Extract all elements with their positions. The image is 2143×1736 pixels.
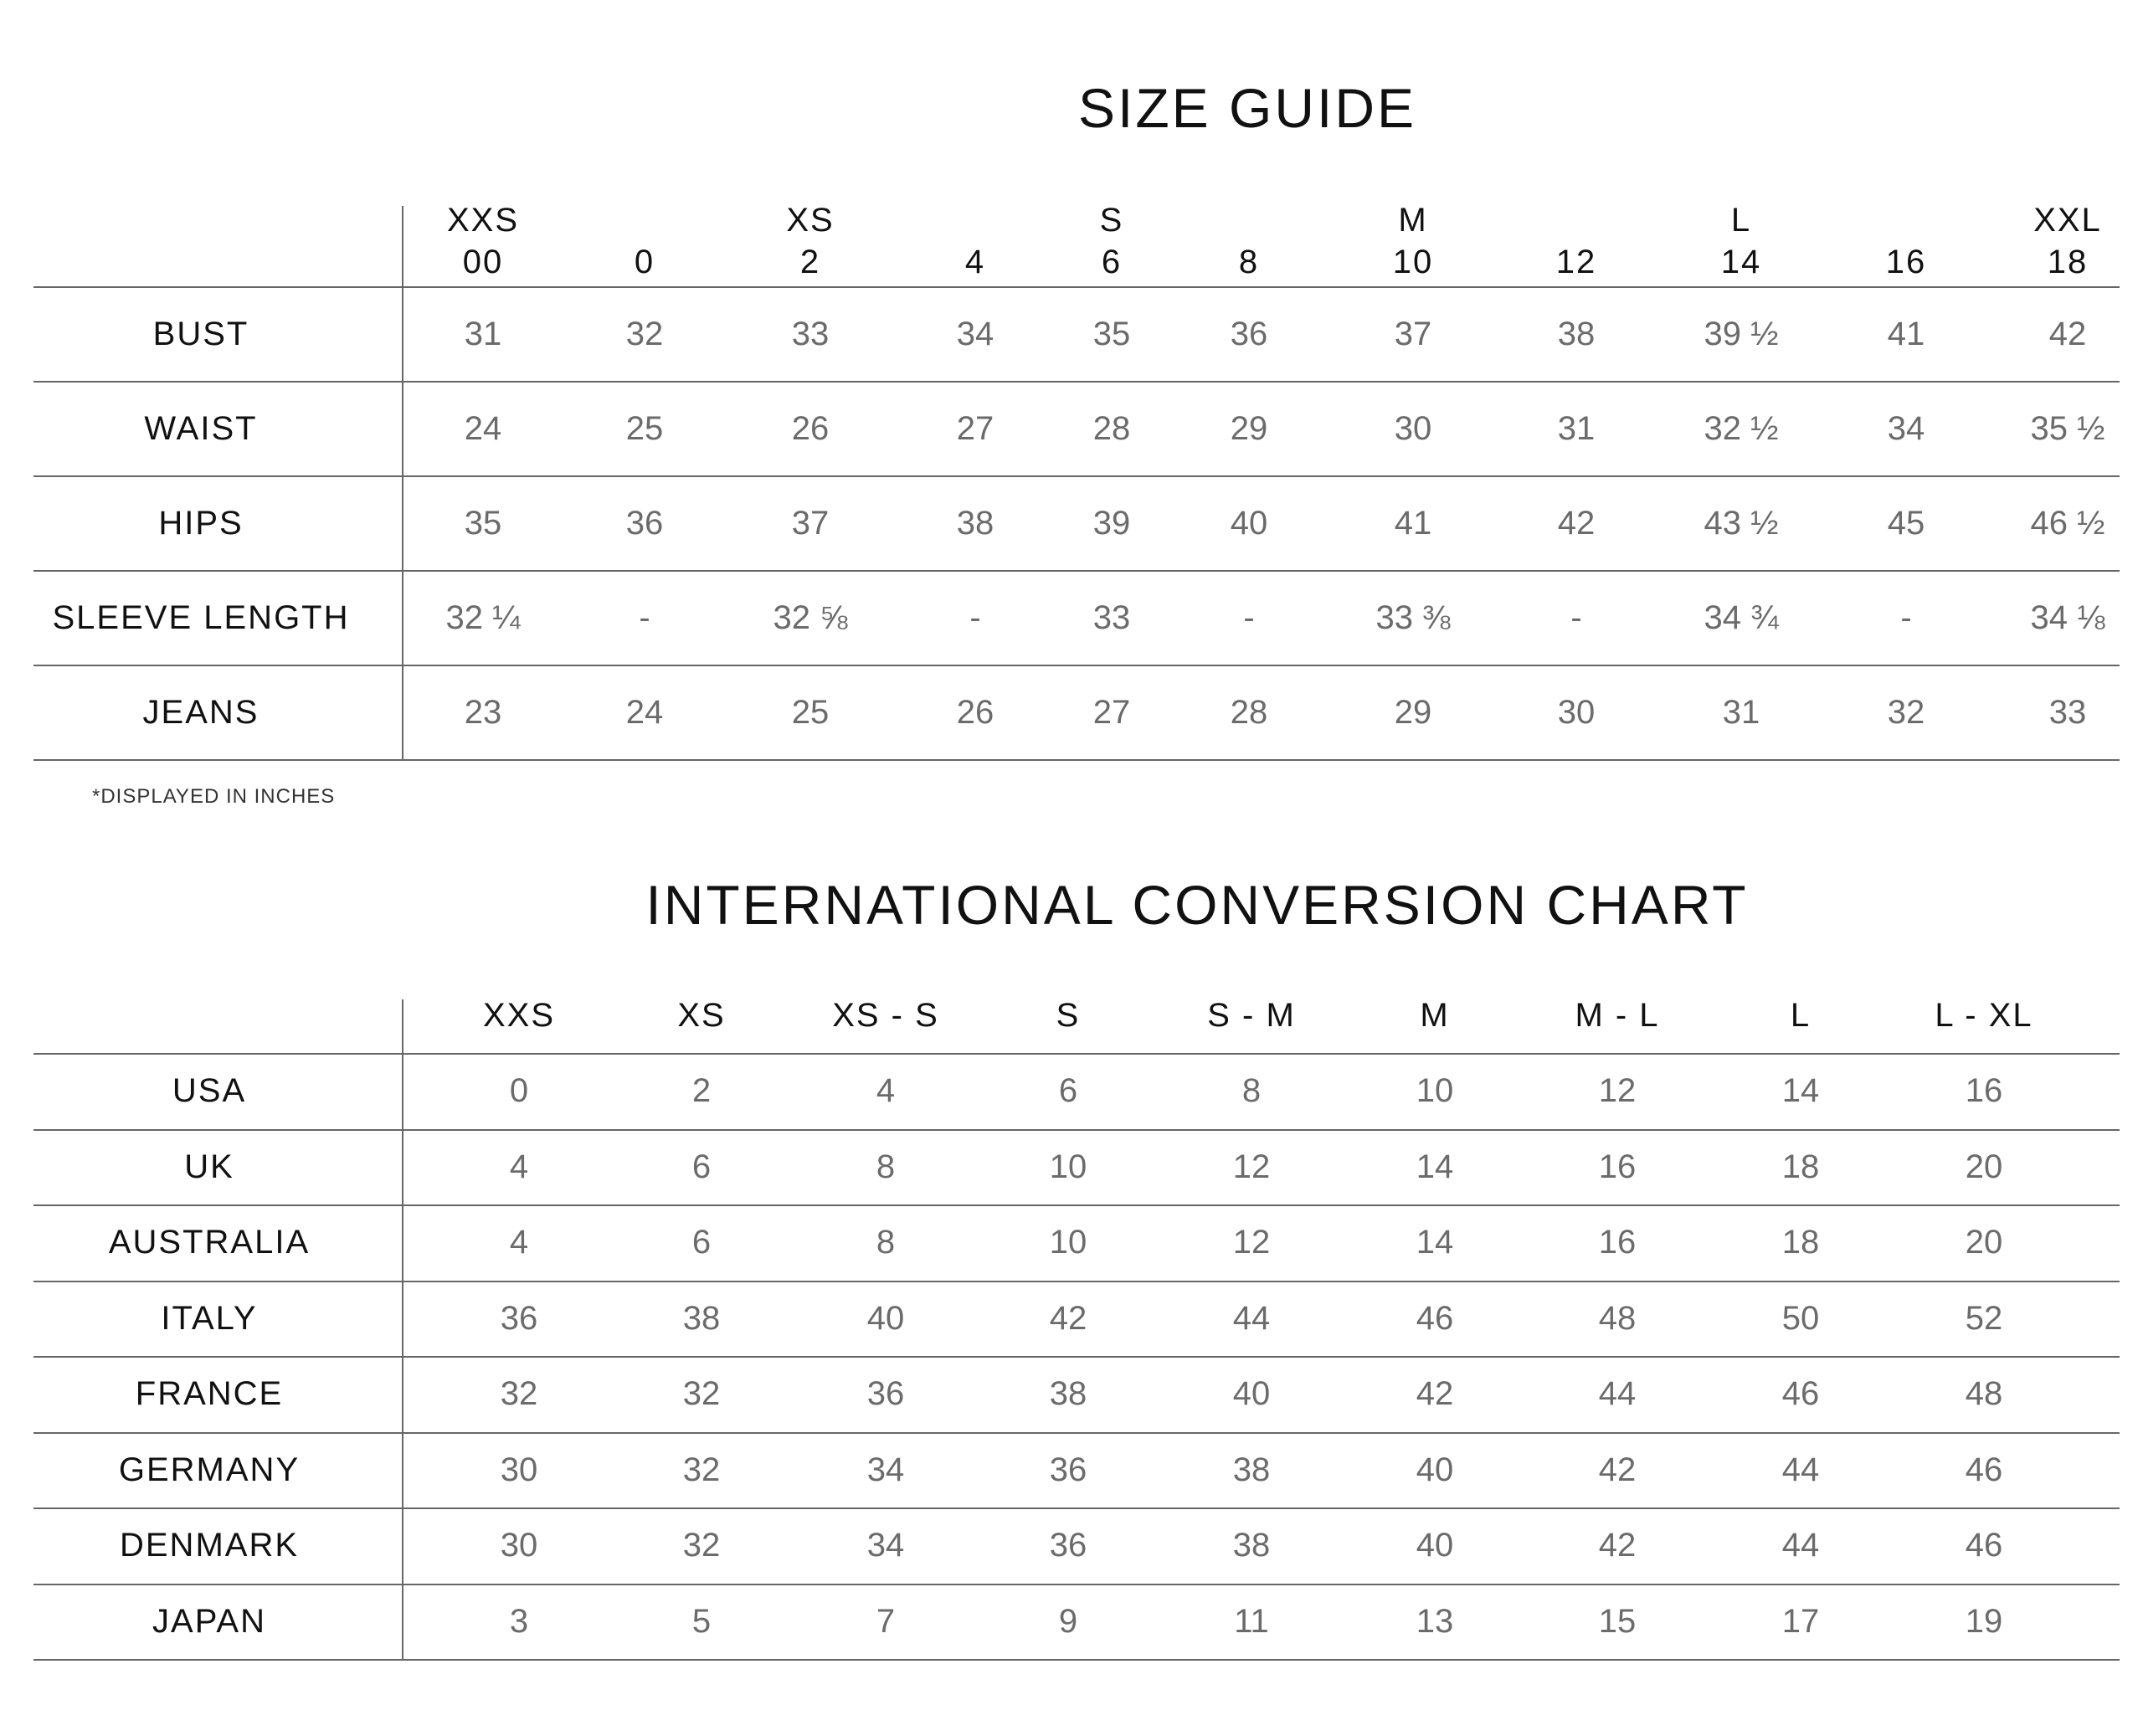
table-cell: 46 ½ xyxy=(2030,504,2105,542)
table-cell: 43 ½ xyxy=(1704,504,1779,542)
table-cell: 45 xyxy=(1887,504,1925,542)
table-cell: 44 xyxy=(1232,1299,1271,1337)
table-cell: 8 xyxy=(876,1224,896,1261)
table-cell: 12 xyxy=(1598,1072,1637,1110)
table-cell: 39 xyxy=(1092,504,1131,542)
size-header: XS - S xyxy=(832,997,939,1034)
size-header: L - XL xyxy=(1935,997,2033,1034)
table-cell: 31 xyxy=(464,315,502,352)
table-cell: 23 xyxy=(464,693,502,731)
table-cell: 40 xyxy=(1232,1375,1271,1413)
table-cell: 24 xyxy=(464,409,502,447)
size-letter-header: M xyxy=(1398,202,1428,239)
table-cell: - xyxy=(1570,598,1582,636)
row-divider xyxy=(33,1584,2120,1585)
table-cell: 32 xyxy=(682,1375,721,1413)
size-number-header: 8 xyxy=(1238,244,1260,280)
table-cell: 48 xyxy=(1965,1375,2003,1413)
row-label: SLEEVE LENGTH xyxy=(52,598,350,636)
table-cell: 9 xyxy=(1058,1602,1078,1640)
table-cell: 19 xyxy=(1965,1602,2003,1640)
country-label: USA xyxy=(172,1072,247,1110)
size-header: M xyxy=(1420,997,1450,1034)
table-cell: 11 xyxy=(1234,1602,1269,1640)
table-cell: 31 xyxy=(1557,409,1596,447)
size-letter-header: S xyxy=(1099,202,1124,239)
column-divider xyxy=(402,999,403,1659)
row-label: WAIST xyxy=(144,409,258,447)
size-guide-title: SIZE GUIDE xyxy=(1077,77,1417,139)
table-cell: 38 xyxy=(956,504,994,542)
row-divider xyxy=(33,1204,2120,1206)
table-cell: 32 xyxy=(1887,693,1925,731)
table-cell: 35 ½ xyxy=(2030,409,2105,447)
table-cell: 32 ¼ xyxy=(445,598,521,636)
table-cell: 40 xyxy=(1230,504,1268,542)
row-divider xyxy=(33,570,2120,572)
table-cell: 27 xyxy=(1092,693,1131,731)
table-cell: 46 xyxy=(1965,1527,2003,1564)
country-label: DENMARK xyxy=(119,1527,300,1564)
table-cell: 18 xyxy=(1781,1224,1820,1261)
table-cell: 42 xyxy=(1598,1451,1637,1488)
table-cell: 25 xyxy=(625,409,664,447)
country-label: JAPAN xyxy=(152,1602,266,1640)
table-cell: 39 ½ xyxy=(1704,315,1779,352)
table-cell: - xyxy=(1243,598,1255,636)
size-header: M - L xyxy=(1575,997,1660,1034)
size-number-header: 6 xyxy=(1101,244,1123,280)
size-header: XXS xyxy=(482,997,556,1034)
row-label: BUST xyxy=(152,315,249,352)
table-cell: 17 xyxy=(1781,1602,1820,1640)
size-number-header: 2 xyxy=(799,244,821,280)
table-cell: 52 xyxy=(1965,1299,2003,1337)
size-number-header: 10 xyxy=(1392,244,1434,280)
row-divider xyxy=(33,475,2120,477)
table-cell: 6 xyxy=(1058,1072,1078,1110)
table-cell: 16 xyxy=(1598,1224,1637,1261)
table-cell: 26 xyxy=(956,693,994,731)
table-cell: 44 xyxy=(1598,1375,1637,1413)
size-number-header: 0 xyxy=(634,244,655,280)
table-cell: 13 xyxy=(1416,1602,1454,1640)
table-cell: 30 xyxy=(1394,409,1432,447)
table-cell: 16 xyxy=(1598,1148,1637,1185)
size-header: XS xyxy=(677,997,726,1034)
table-cell: 36 xyxy=(866,1375,905,1413)
row-label: JEANS xyxy=(142,693,260,731)
table-cell: 10 xyxy=(1049,1148,1087,1185)
table-cell: 36 xyxy=(1049,1451,1087,1488)
table-cell: 14 xyxy=(1416,1148,1454,1185)
conversion-chart-title: INTERNATIONAL CONVERSION CHART xyxy=(645,874,1749,936)
country-label: GERMANY xyxy=(118,1451,301,1488)
table-cell: 12 xyxy=(1232,1224,1271,1261)
size-header: L xyxy=(1790,997,1812,1034)
country-label: ITALY xyxy=(161,1299,258,1337)
country-label: FRANCE xyxy=(135,1375,284,1413)
column-divider xyxy=(402,206,403,759)
table-cell: 20 xyxy=(1965,1224,2003,1261)
table-cell: 36 xyxy=(625,504,664,542)
table-cell: 14 xyxy=(1416,1224,1454,1261)
table-cell: 30 xyxy=(500,1527,538,1564)
header-divider xyxy=(33,1053,2120,1055)
table-cell: 33 xyxy=(791,315,830,352)
table-cell: 32 xyxy=(682,1451,721,1488)
table-cell: 40 xyxy=(866,1299,905,1337)
row-divider xyxy=(33,1507,2120,1509)
table-cell: 3 xyxy=(509,1602,529,1640)
size-letter-header: XS xyxy=(786,202,835,239)
table-cell: 8 xyxy=(1241,1072,1262,1110)
table-cell: 42 xyxy=(1416,1375,1454,1413)
table-cell: 36 xyxy=(500,1299,538,1337)
size-letter-header: L xyxy=(1730,202,1752,239)
row-divider xyxy=(33,1129,2120,1131)
row-divider xyxy=(33,665,2120,666)
table-cell: 42 xyxy=(1598,1527,1637,1564)
table-cell: 15 xyxy=(1598,1602,1637,1640)
table-cell: 50 xyxy=(1781,1299,1820,1337)
table-cell: 42 xyxy=(1049,1299,1087,1337)
size-letter-header: XXL xyxy=(2033,202,2102,239)
table-cell: 18 xyxy=(1781,1148,1820,1185)
country-label: UK xyxy=(184,1148,234,1185)
table-cell: 4 xyxy=(509,1148,529,1185)
row-divider xyxy=(33,1281,2120,1282)
table-cell: - xyxy=(639,598,650,636)
table-cell: 12 xyxy=(1232,1148,1271,1185)
table-cell: 0 xyxy=(509,1072,529,1110)
table-cell: 48 xyxy=(1598,1299,1637,1337)
size-number-header: 14 xyxy=(1720,244,1762,280)
size-header: S - M xyxy=(1207,997,1296,1034)
table-cell: 33 xyxy=(1092,598,1131,636)
table-cell: 32 ⅝ xyxy=(773,598,848,636)
table-cell: 20 xyxy=(1965,1148,2003,1185)
table-cell: 34 xyxy=(956,315,994,352)
table-cell: 37 xyxy=(1394,315,1432,352)
size-header: S xyxy=(1056,997,1081,1034)
size-number-header: 18 xyxy=(2047,244,2089,280)
table-cell: 37 xyxy=(791,504,830,542)
table-cell: 26 xyxy=(791,409,830,447)
table-cell: 33 xyxy=(2048,693,2087,731)
table-cell: 2 xyxy=(691,1072,712,1110)
size-letter-header: XXS xyxy=(446,202,520,239)
table-cell: 41 xyxy=(1394,504,1432,542)
table-cell: 42 xyxy=(2048,315,2087,352)
row-divider xyxy=(33,381,2120,383)
header-divider xyxy=(33,286,2120,288)
table-cell: 33 ⅜ xyxy=(1375,598,1451,636)
table-cell: 42 xyxy=(1557,504,1596,542)
units-note: *DISPLAYED IN INCHES xyxy=(92,785,336,808)
table-cell: 34 xyxy=(866,1451,905,1488)
size-number-header: 12 xyxy=(1555,244,1597,280)
table-cell: 41 xyxy=(1887,315,1925,352)
table-cell: 38 xyxy=(1049,1375,1087,1413)
table-cell: 32 xyxy=(625,315,664,352)
table-cell: 35 xyxy=(464,504,502,542)
table-cell: 34 xyxy=(866,1527,905,1564)
table-cell: 34 xyxy=(1887,409,1925,447)
table-cell: 28 xyxy=(1092,409,1131,447)
table-cell: 32 xyxy=(500,1375,538,1413)
table-cell: 5 xyxy=(691,1602,712,1640)
table-cell: 6 xyxy=(691,1224,712,1261)
table-cell: 16 xyxy=(1965,1072,2003,1110)
table-cell: 25 xyxy=(791,693,830,731)
row-label: HIPS xyxy=(158,504,244,542)
row-divider xyxy=(33,1659,2120,1661)
table-cell: 10 xyxy=(1416,1072,1454,1110)
table-cell: 6 xyxy=(691,1148,712,1185)
table-cell: 44 xyxy=(1781,1451,1820,1488)
table-cell: 44 xyxy=(1781,1527,1820,1564)
table-cell: 10 xyxy=(1049,1224,1087,1261)
table-cell: 34 ¾ xyxy=(1704,598,1779,636)
table-cell: 36 xyxy=(1049,1527,1087,1564)
table-cell: 46 xyxy=(1416,1299,1454,1337)
table-cell: 27 xyxy=(956,409,994,447)
table-cell: 38 xyxy=(1557,315,1596,352)
size-guide-table xyxy=(33,201,2120,762)
table-cell: 46 xyxy=(1965,1451,2003,1488)
table-cell: 40 xyxy=(1416,1527,1454,1564)
table-cell: 40 xyxy=(1416,1451,1454,1488)
table-cell: - xyxy=(969,598,981,636)
table-cell: 8 xyxy=(876,1148,896,1185)
size-number-header: 00 xyxy=(462,244,504,280)
table-cell: 30 xyxy=(500,1451,538,1488)
table-cell: 34 ⅛ xyxy=(2030,598,2105,636)
table-cell: 7 xyxy=(876,1602,896,1640)
table-cell: 32 xyxy=(682,1527,721,1564)
table-cell: 4 xyxy=(509,1224,529,1261)
table-cell: 29 xyxy=(1394,693,1432,731)
table-cell: 28 xyxy=(1230,693,1268,731)
table-cell: 38 xyxy=(1232,1527,1271,1564)
table-cell: 46 xyxy=(1781,1375,1820,1413)
table-cell: 30 xyxy=(1557,693,1596,731)
row-divider xyxy=(33,1356,2120,1358)
table-cell: 14 xyxy=(1781,1072,1820,1110)
row-divider xyxy=(33,759,2120,761)
table-cell: 38 xyxy=(1232,1451,1271,1488)
size-number-header: 4 xyxy=(964,244,986,280)
table-cell: 24 xyxy=(625,693,664,731)
table-cell: 32 ½ xyxy=(1704,409,1779,447)
conversion-chart-table xyxy=(33,994,2120,1664)
row-divider xyxy=(33,1432,2120,1434)
table-cell: 35 xyxy=(1092,315,1131,352)
table-cell: 29 xyxy=(1230,409,1268,447)
table-cell: 38 xyxy=(682,1299,721,1337)
table-cell: 4 xyxy=(876,1072,896,1110)
size-number-header: 16 xyxy=(1885,244,1927,280)
table-cell: - xyxy=(1900,598,1912,636)
table-cell: 36 xyxy=(1230,315,1268,352)
country-label: AUSTRALIA xyxy=(108,1224,311,1261)
table-cell: 31 xyxy=(1722,693,1760,731)
